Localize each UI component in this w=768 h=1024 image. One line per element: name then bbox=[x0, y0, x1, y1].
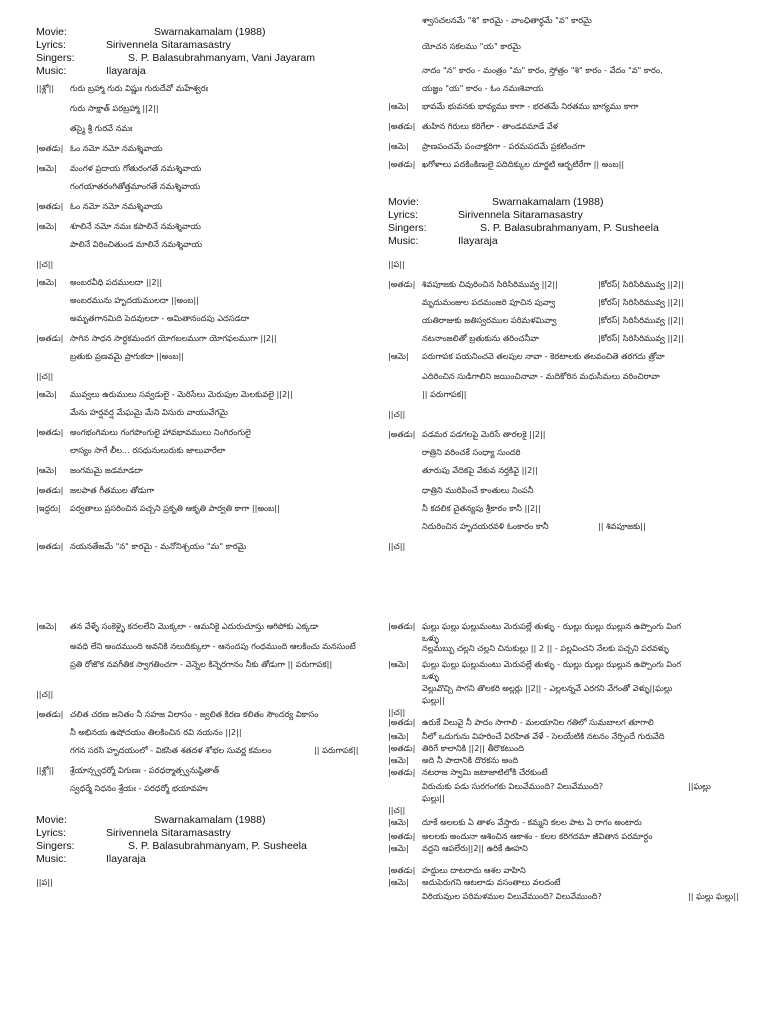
credit-value: Swarnakamalam (1988) bbox=[154, 814, 266, 826]
lyric-text: నయనతేజమే "న" కారమై - మనోనిశ్చయం "మ" కారమై bbox=[70, 541, 247, 551]
singer-tag: |ఆమె| bbox=[388, 731, 409, 741]
lyric-text: మృదుమంజుల పదమంజరి పూచిన పువ్వా bbox=[422, 297, 556, 307]
lyric-text: మేను హర్షవర్ష మేఘమై మేని విసురు వాయువేగమై bbox=[70, 407, 228, 417]
singer-tag: ||శ్లో|| bbox=[36, 83, 55, 93]
lyric-text: జంగమమై జడమాడదా bbox=[70, 465, 143, 475]
lyric-text: మువ్వలు ఉరుములు సవ్వడులై - మెరిసేలు మెరుపుల మెలకువలై ||2|| bbox=[70, 389, 293, 399]
refrain-marker: |కోరస్| సిరిసిరిమువ్వ ||2|| bbox=[598, 315, 684, 325]
lyric-text: స్వధర్మే నిధనం శ్రేయః - పరధర్మో భయావహః bbox=[70, 783, 208, 793]
lyric-text: గురు సాక్షాత్ పరబ్రహ్మా ||2|| bbox=[70, 103, 159, 113]
lyric-line bbox=[388, 842, 528, 854]
lyric-text: హద్దులు దాటరాదు ఆశల వాహిని bbox=[422, 865, 526, 875]
credit-label: Singers: bbox=[388, 222, 427, 234]
credit-label: Lyrics: bbox=[388, 209, 418, 221]
lyric-text: అంబరవీధి పదములదా ||2|| bbox=[70, 277, 163, 287]
lyric-text: ఓం నమో నమో నమశ్శివాయ bbox=[70, 201, 163, 211]
credit-label: Lyrics: bbox=[36, 39, 66, 51]
lyric-text: తుహిన గిరులు కరిగేలా - తాండవమాడే వేళ bbox=[422, 121, 559, 131]
lyric-text: బ్రతుకు ప్రణవమై ప్రాగుకదా ||అంబ|| bbox=[70, 351, 185, 361]
credit-label: Movie: bbox=[36, 814, 67, 826]
refrain-marker: ||ఘల్లు bbox=[688, 781, 711, 791]
lyric-text: భావమే భువనకు భావ్యము కాగా - భరతమే నిరతము భాగ్యము కాగా bbox=[422, 101, 639, 111]
lyric-text: దూకే అలలకు ఏ తాళం వేస్తారు - కమ్మని కలల పాట ఏ రాగం అంటారు bbox=[422, 817, 642, 827]
lyric-text: జలపాత గీతముల తోడుగా bbox=[70, 485, 155, 495]
lyric-text: నటనాంజలితో బ్రతుకును తరించనీవా bbox=[422, 333, 539, 343]
lyric-line bbox=[388, 766, 548, 778]
lyric-text: ప్రాణపంచమే పంచాక్షరిగా - పరమపదమే ప్రకటించగా bbox=[422, 141, 586, 151]
singer-tag: ||చ|| bbox=[36, 371, 54, 381]
singer-tag: ||చ|| bbox=[388, 805, 406, 815]
lyric-line bbox=[388, 816, 642, 828]
credit-value: Swarnakamalam (1988) bbox=[154, 26, 266, 38]
lyric-line bbox=[388, 864, 526, 876]
credit-value: Swarnakamalam (1988) bbox=[492, 196, 604, 208]
lyric-line bbox=[388, 730, 665, 742]
lyric-text: గురు బ్రహ్మా గురు విష్ణుః గురుదేవో మహేశ్వరః bbox=[70, 83, 209, 93]
lyric-text: తన వేళ్ళే సంకెళ్ళై కదలలేని మొక్కలా - ఆమనికై ఎదురుచూస్తు ఆగిపోకు ఎక్కడా bbox=[70, 621, 319, 631]
singer-tag: |అతడు| bbox=[388, 279, 416, 289]
singer-tag: |అతడు| bbox=[388, 429, 416, 439]
lyric-text: తిరిగే కాలానికి ||2|| తీరొకటుంది bbox=[422, 743, 524, 753]
singer-tag: |అతడు| bbox=[36, 709, 64, 719]
lyric-line bbox=[388, 620, 682, 632]
lyric-text: అదుపెరుగని ఆటలాడు వసంతాలు వలదంటే bbox=[422, 877, 561, 887]
refrain-marker: |కోరస్| సిరిసిరిమువ్వ ||2|| bbox=[598, 297, 684, 307]
lyric-text: ఉరుకే విలువై నీ పాదం సాగాలి - మలయానిల గతిలో సుమబాలగ తూగాలి bbox=[422, 717, 654, 727]
lyric-text: శివపూజకు చివురించిన సిరిసిరిమువ్వ ||2|| bbox=[422, 279, 558, 289]
singer-tag: |ఆమె| bbox=[388, 877, 409, 887]
lyric-text: ధాత్రిని మురిపించే కాంతులు నింపనీ bbox=[422, 485, 534, 495]
lyric-text: మంగళ ప్రదాయ గోతురంగతే నమశ్శివాయ bbox=[70, 163, 202, 173]
lyric-text: నిదురించిన హృదయరవళి ఓంకారం కానీ bbox=[422, 521, 549, 531]
singer-tag: |ఆమె| bbox=[36, 465, 57, 475]
singer-tag: |ఆమె| bbox=[36, 621, 57, 631]
singer-tag: ||చ|| bbox=[36, 259, 54, 269]
refrain-marker: || ఘల్లు ఘల్లు|| bbox=[688, 891, 739, 901]
lyric-text: నీ కదలిక చైతన్యపు శ్రీకారం కానీ ||2|| bbox=[422, 503, 541, 513]
refrain-marker: || పరుగాపక|| bbox=[314, 745, 359, 755]
lyric-text: పరుగాపక పయనించవె తలపుల నావా - కెరటాలకు తలవంచితె తరగదు త్రోవా bbox=[422, 351, 665, 361]
singer-tag: |ఆమె| bbox=[388, 817, 409, 827]
lyric-text: అలలకు అందునా ఆశించిన ఆకాశం - కలల కరిగదమా జీవితాన పరమార్ధం bbox=[422, 831, 653, 841]
singer-tag: |అతడు| bbox=[388, 121, 416, 131]
singer-tag: ||చ|| bbox=[36, 689, 54, 699]
lyric-line bbox=[388, 658, 682, 670]
lyric-text: లాస్యం సాగే లీల... రసధునులురుకు జాలువారేలా bbox=[70, 445, 226, 455]
singer-tag: |అతడు| bbox=[36, 333, 64, 343]
singer-tag: |ఆమె| bbox=[388, 101, 409, 111]
credit-value: Ilayaraja bbox=[106, 853, 146, 865]
lyric-text: యతిరాజుకు జతిస్వరముల పరిమళమివ్వా bbox=[422, 315, 557, 325]
singer-tag: |అతడు| bbox=[36, 143, 64, 153]
singer-tag: ||చ|| bbox=[388, 409, 406, 419]
lyric-text: గగన సరసి హృదయంలో - వికసిత శతదళ శోభల సువర్ణ కమలం bbox=[70, 745, 272, 755]
singer-tag: |అతడు| bbox=[388, 865, 416, 875]
credit-value: Ilayaraja bbox=[458, 235, 498, 247]
singer-tag: |అతడు| bbox=[388, 767, 416, 777]
singer-tag: |ఆమె| bbox=[36, 389, 57, 399]
lyric-text: అవధి లేని అందముంది అవనికి నలుదిక్కులా - ఆనందపు గంధముంది ఆలకించు మనసుంటే bbox=[70, 641, 356, 651]
lyric-text: ఒళ్ళు bbox=[422, 633, 440, 643]
lyric-text: ప్రతి రోజొక నవగీతిక స్వాగతించగా - వెన్నెల కిన్నెరగానం నీకు తోడుగా || పరుగాపక|| bbox=[70, 659, 333, 669]
credit-value: S. P. Balasubrahmanyam, P. Susheela bbox=[128, 840, 307, 852]
credit-label: Singers: bbox=[36, 840, 75, 852]
singer-tag: |ఆమె| bbox=[388, 755, 409, 765]
lyric-text: ఒళ్ళు bbox=[422, 671, 440, 681]
singer-tag: |అతడు| bbox=[388, 159, 416, 169]
lyric-text: తస్మై శ్రీ గురవే నమః bbox=[70, 123, 133, 133]
lyric-text: వెల్లువొచ్చి సాగని తొలకరి అల్లర్లు ||2|| - ఎల్లలన్నవే ఎరగని వేగంతో వెళ్ళు||ఘల్లు bbox=[422, 683, 673, 693]
lyric-line bbox=[388, 830, 653, 842]
lyric-text: నల్లమబ్బు చల్లని చల్లని చినుకుల్లు || 2 || - పల్లవించని నేలకు పచ్చని పరవళ్ళు bbox=[422, 643, 669, 653]
singer-tag: |ఆమె| bbox=[388, 141, 409, 151]
lyric-text: యజ్ఞం "య" కారం - ఓం నమఃశివాయ bbox=[422, 83, 544, 93]
lyric-text: నాదం "న" కారం - మంత్రం "మ" కారం, స్తోత్రం "శి" కారం - వేదం "వ" కారం, bbox=[422, 65, 663, 75]
refrain-marker: |కోరస్| సిరిసిరిమువ్వ ||2|| bbox=[598, 279, 684, 289]
singer-tag: |అతడు| bbox=[388, 621, 416, 631]
credit-label: Lyrics: bbox=[36, 827, 66, 839]
lyric-text: విరుచుకు పడు సురగంగకు విలువేముంది? విలువేముంది? bbox=[422, 781, 604, 791]
lyric-text: పాలినే విరించితుండ మాలినే నమశ్శివాయ bbox=[70, 239, 203, 249]
singer-tag: |అతడు| bbox=[388, 717, 416, 727]
lyric-text: నీలో ఒదుగును విహరించే విరహిత వేళే - సెలయేటికి నటనం నేర్పిందే గురువేది bbox=[422, 731, 665, 741]
singer-tag: |ఆమె| bbox=[388, 659, 409, 669]
song-ghallu-ghallu bbox=[388, 0, 768, 910]
lyric-text: నటరాజ స్వామి జటాజాటిలోకి చేరకుంటే bbox=[422, 767, 548, 777]
singer-tag: |ఇద్దరు| bbox=[36, 503, 61, 513]
lyric-text: ఓం నమో నమో నమశ్శివాయ bbox=[70, 143, 163, 153]
lyric-text: ఖగోళాలు పదకింకిణులై పదిదిక్కుల దూర్జటి ఆర్భటిరేగా || అంబ|| bbox=[422, 159, 625, 169]
lyric-text: వద్దని ఆపలేరు||2|| ఉరికే ఊహని bbox=[422, 843, 528, 853]
credit-value: Ilayaraja bbox=[106, 65, 146, 77]
lyric-text: ఘల్లు ఘల్లు ఘల్లుమంటు మెరుపల్లే తుళ్ళు - ఝల్లు ఝల్లు ఝల్లున ఉప్పొంగు వింగ bbox=[422, 621, 682, 631]
lyric-text: ఘల్లు|| bbox=[422, 793, 445, 803]
singer-tag: |అతడు| bbox=[36, 201, 64, 211]
singer-tag: |అతడు| bbox=[388, 743, 416, 753]
song-ghallu-ghallu-header bbox=[36, 0, 388, 900]
credit-value: Sirivennela Sitaramasastry bbox=[106, 39, 231, 51]
lyric-text: అమృతగానమిది పెదవులదా - అమితానందపు ఎదసడదా bbox=[70, 313, 250, 323]
lyric-line bbox=[388, 742, 524, 754]
singer-tag: |ఆమె| bbox=[36, 163, 57, 173]
lyric-text: పర్వతాలు ప్రసరించిన పచ్చని ప్రకృతి ఆకృతి పార్వతి కాగా ||అంబ|| bbox=[70, 503, 280, 513]
lyric-text: గంగయాతరంగితోత్తమాంగతే నమశ్శివాయ bbox=[70, 181, 201, 191]
lyric-line bbox=[388, 754, 519, 766]
singer-tag: |అతడు| bbox=[36, 541, 64, 551]
lyric-line bbox=[388, 876, 561, 888]
lyric-text: శ్రేయాన్స్వధర్మో విగుణః - పరధర్మాత్స్వనుష్ఠితాత్ bbox=[70, 765, 220, 775]
singer-tag: |అతడు| bbox=[388, 831, 416, 841]
lyric-text: తూరుపు వేదికపై వేకువ నర్తకివై ||2|| bbox=[422, 465, 538, 475]
lyric-text: అంగభంగిమలు గంగపొంగులై హావభావములు నింగిరంగులై bbox=[70, 427, 251, 437]
lyric-text: రాత్రిని వరించకే సంధ్యా సుందరి bbox=[422, 447, 521, 457]
singer-tag: |ఆమె| bbox=[388, 843, 409, 853]
credit-value: S. P. Balasubrahmanyam, P. Susheela bbox=[480, 222, 659, 234]
lyric-line bbox=[388, 804, 405, 816]
lyric-text: నీ అభినయ ఉషోదయం తిలకించిన రవి నయనం ||2|| bbox=[70, 727, 242, 737]
credit-label: Movie: bbox=[388, 196, 419, 208]
lyric-text: అంబరమును హృదయములదా ||అంబ|| bbox=[70, 295, 199, 305]
lyric-text: ఘల్లు|| bbox=[422, 695, 445, 705]
credit-label: Music: bbox=[388, 235, 419, 247]
singer-tag: |ఆమె| bbox=[36, 221, 57, 231]
credit-value: S. P. Balasubrahmanyam, Vani Jayaram bbox=[128, 52, 315, 64]
lyric-text: శ్వాసచలనమే "శి" కారమై - వాంఛితార్ధమే "వ" కారమై bbox=[422, 15, 592, 25]
singer-tag: |అతడు| bbox=[36, 427, 64, 437]
lyric-text: ఘల్లు ఘల్లు ఘల్లుమంటు మెరుపల్లే తుళ్ళు - ఝల్లు ఝల్లు ఝల్లున ఉప్పొంగు వింగ bbox=[422, 659, 682, 669]
lyric-text: అది నీ పాదానికి దొరకను అంది bbox=[422, 755, 519, 765]
singer-tag: ||ప|| bbox=[36, 877, 53, 887]
credit-label: Music: bbox=[36, 65, 67, 77]
refrain-marker: |కోరస్| సిరిసిరిమువ్వ ||2|| bbox=[598, 333, 684, 343]
singer-tag: |ఆమె| bbox=[388, 351, 409, 361]
lyric-text: చలిత చరణ జనితం నీ సహజ విలాసం - జ్వలిత కిరణ కలితం సౌందర్య వికాసం bbox=[70, 709, 319, 719]
singer-tag: ||చ|| bbox=[388, 541, 406, 551]
lyric-text: || పరుగాపక|| bbox=[422, 389, 467, 399]
singer-tag: ||ప|| bbox=[388, 259, 405, 269]
lyric-line bbox=[36, 876, 53, 888]
lyric-text: ఎదిరించిన సుడిగాలిని జయించినావా - మదికోరిన మధుసీమలు వరించిరావా bbox=[422, 371, 660, 381]
lyric-text: యోచన సకలము "య" కారమై bbox=[422, 41, 521, 51]
lyric-text: విరియవుుల పరిమళముల విలువేముంది? విలువేముంది? bbox=[422, 891, 602, 901]
singer-tag: ||చ|| bbox=[388, 707, 406, 717]
refrain-marker: || శివపూజకు|| bbox=[598, 521, 646, 531]
credit-label: Singers: bbox=[36, 52, 75, 64]
lyric-text: పడమర పడగలపై మెరిసే తారలకై ||2|| bbox=[422, 429, 546, 439]
credit-label: Movie: bbox=[36, 26, 67, 38]
credit-value: Sirivennela Sitaramasastry bbox=[106, 827, 231, 839]
lyric-text: సాగిన సాధన సార్ధకమందగ యోగబలముగా యోగఫలముగా ||2|| bbox=[70, 333, 277, 343]
credit-label: Music: bbox=[36, 853, 67, 865]
lyric-text: శూలినే నమో నమః కపాలినే నమశ్శివాయ bbox=[70, 221, 201, 231]
credit-value: Sirivennela Sitaramasastry bbox=[458, 209, 583, 221]
lyric-line bbox=[388, 716, 654, 728]
singer-tag: ||శ్లో|| bbox=[36, 765, 55, 775]
singer-tag: |అతడు| bbox=[36, 485, 64, 495]
singer-tag: |ఆమె| bbox=[36, 277, 57, 287]
